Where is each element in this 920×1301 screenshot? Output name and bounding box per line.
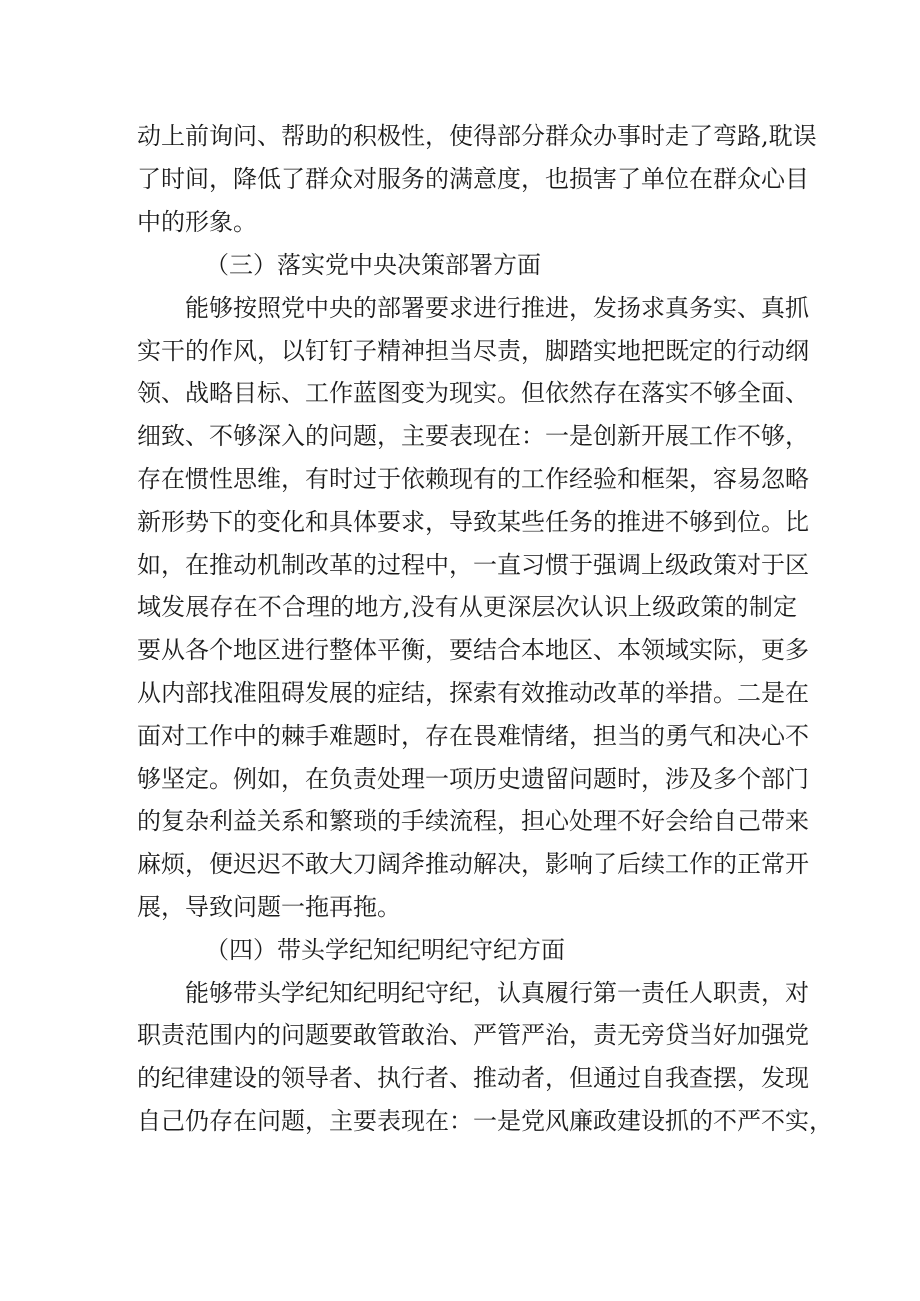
body-text-line: 的复杂利益关系和繁琐的手续流程，担心处理不好会给自己带来: [137, 807, 809, 835]
section-heading: （三）落实党中央决策部署方面: [205, 251, 541, 279]
body-text-line: 面对工作中的棘手难题时，存在畏难情绪，担当的勇气和决心不: [137, 722, 809, 750]
body-text-line: 够坚定。例如，在负责处理一项历史遗留问题时，涉及多个部门: [137, 765, 809, 793]
body-text-line: 要从各个地区进行整体平衡，要结合本地区、本领域实际，更多: [137, 636, 809, 664]
body-text-line: 细致、不够深入的问题，主要表现在：一是创新开展工作不够，: [137, 422, 809, 450]
body-text-line: 新形势下的变化和具体要求，导致某些任务的推进不够到位。比: [137, 508, 809, 536]
body-text-line: 职责范围内的问题要敢管敢治、严管严治，责无旁贷当好加强党: [137, 1021, 809, 1049]
body-text-line: 麻烦，便迟迟不敢大刀阔斧推动解决，影响了后续工作的正常开: [137, 850, 809, 878]
section-heading: （四）带头学纪知纪明纪守纪方面: [205, 936, 565, 964]
body-text-line: 如，在推动机制改革的过程中，一直习惯于强调上级政策对于区: [137, 551, 809, 579]
body-text-line: 动上前询问、帮助的积极性，使得部分群众办事时走了弯路,耽误: [137, 122, 817, 150]
body-text-line: 实干的作风，以钉钉子精神担当尽责，脚踏实地把既定的行动纲: [137, 337, 809, 365]
body-text-line: 从内部找准阻碍发展的症结，探索有效推动改革的举措。二是在: [137, 679, 809, 707]
body-text-line: 自己仍存在问题，主要表现在：一是党风廉政建设抓的不严不实，: [137, 1107, 833, 1135]
body-text-line: 的纪律建设的领导者、执行者、推动者，但通过自我查摆，发现: [137, 1064, 809, 1092]
body-text-line: 了时间，降低了群众对服务的满意度，也损害了单位在群众心目: [137, 165, 809, 193]
body-text-line: 中的形象。: [137, 208, 257, 236]
body-text-line: 存在惯性思维，有时过于依赖现有的工作经验和框架，容易忽略: [137, 465, 809, 493]
body-text-line: 领、战略目标、工作蓝图变为现实。但依然存在落实不够全面、: [137, 379, 809, 407]
body-text-line: 域发展存在不合理的地方,没有从更深层次认识上级政策的制定: [137, 593, 797, 621]
paragraph-first-line: 能够按照党中央的部署要求进行推进，发扬求真务实、真抓: [185, 294, 809, 322]
paragraph-first-line: 能够带头学纪知纪明纪守纪，认真履行第一责任人职责，对: [185, 979, 809, 1007]
body-text-line: 展，导致问题一拖再拖。: [137, 893, 401, 921]
